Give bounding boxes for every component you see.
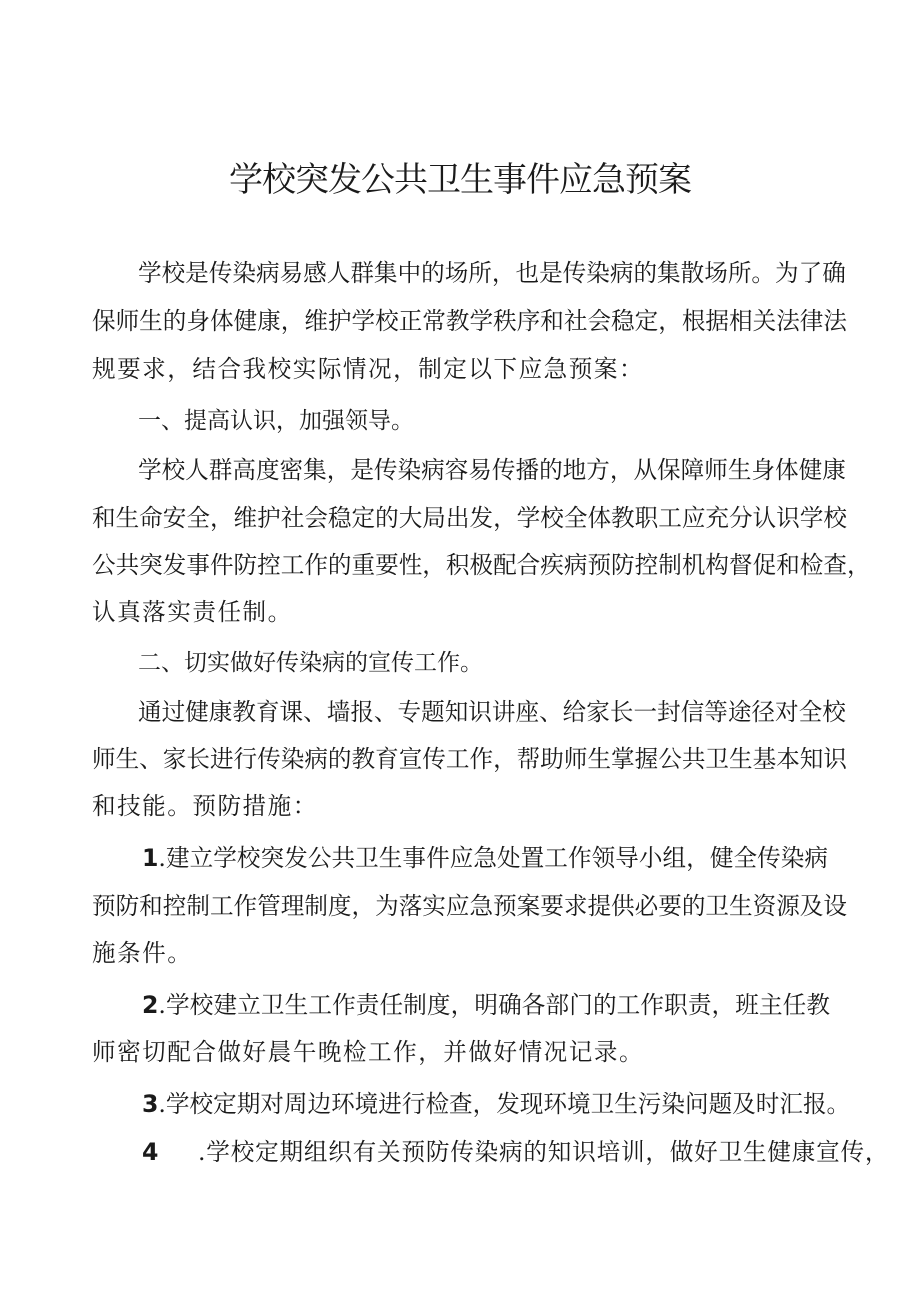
item-3-text: .学校定期对周边环境进行检查，发现环境卫生污染问题及时汇报。 xyxy=(158,1090,851,1118)
item-2-line-1 xyxy=(142,990,830,1020)
item-3-number: 3 xyxy=(142,1090,159,1118)
document-title: 学校突发公共卫生事件应急预案 xyxy=(229,160,691,200)
item-2-number: 2 xyxy=(142,991,159,1019)
item-4-line-1 xyxy=(142,1137,890,1167)
item-4-text: .学校定期组织有关预防传染病的知识培训，做好卫生健康宣传， xyxy=(198,1138,890,1166)
section-2-line-2: 师生、家长进行传染病的教育宣传工作，帮助师生掌握公共卫生基本知识 xyxy=(92,745,847,773)
intro-line-2: 保师生的身体健康，维护学校正常教学秩序和社会稳定，根据相关法律法 xyxy=(92,307,847,335)
item-2-line-2: 师密切配合做好晨午晚检工作，并做好情况记录。 xyxy=(92,1038,645,1066)
item-1-text: .建立学校突发公共卫生事件应急处置工作领导小组，健全传染病 xyxy=(158,844,828,872)
section-1-heading: 一、提高认识，加强领导。 xyxy=(138,408,414,434)
section-1-line-4: 认真落实责任制。 xyxy=(92,598,293,626)
section-2-line-3: 和技能。预防措施： xyxy=(92,792,318,820)
section-1-line-2: 和生命安全，维护社会稳定的大局出发，学校全体教职工应充分认识学校 xyxy=(92,504,847,532)
section-2-line-1: 通过健康教育课、墙报、专题知识讲座、给家长一封信等途径对全校 xyxy=(138,698,846,726)
section-2-heading: 二、切实做好传染病的宣传工作。 xyxy=(138,650,483,676)
item-1-line-3: 施条件。 xyxy=(92,939,193,967)
item-1-line-2: 预防和控制工作管理制度，为落实应急预案要求提供必要的卫生资源及设 xyxy=(92,892,847,920)
section-1-line-1: 学校人群高度密集，是传染病容易传播的地方，从保障师生身体健康 xyxy=(138,456,846,484)
item-4-number: 4 xyxy=(142,1138,160,1166)
item-3-line-1 xyxy=(142,1089,851,1119)
item-1-line-1 xyxy=(142,843,828,873)
intro-line-3: 规要求，结合我校实际情况，制定以下应急预案： xyxy=(92,355,645,383)
item-1-number: 1 xyxy=(142,844,159,872)
section-1-line-3: 公共突发事件防控工作的重要性，积极配合疾病预防控制机构督促和检查， xyxy=(92,551,871,579)
intro-line-1: 学校是传染病易感人群集中的场所，也是传染病的集散场所。为了确 xyxy=(138,259,846,287)
item-2-text: .学校建立卫生工作责任制度，明确各部门的工作职责，班主任教 xyxy=(158,991,830,1019)
